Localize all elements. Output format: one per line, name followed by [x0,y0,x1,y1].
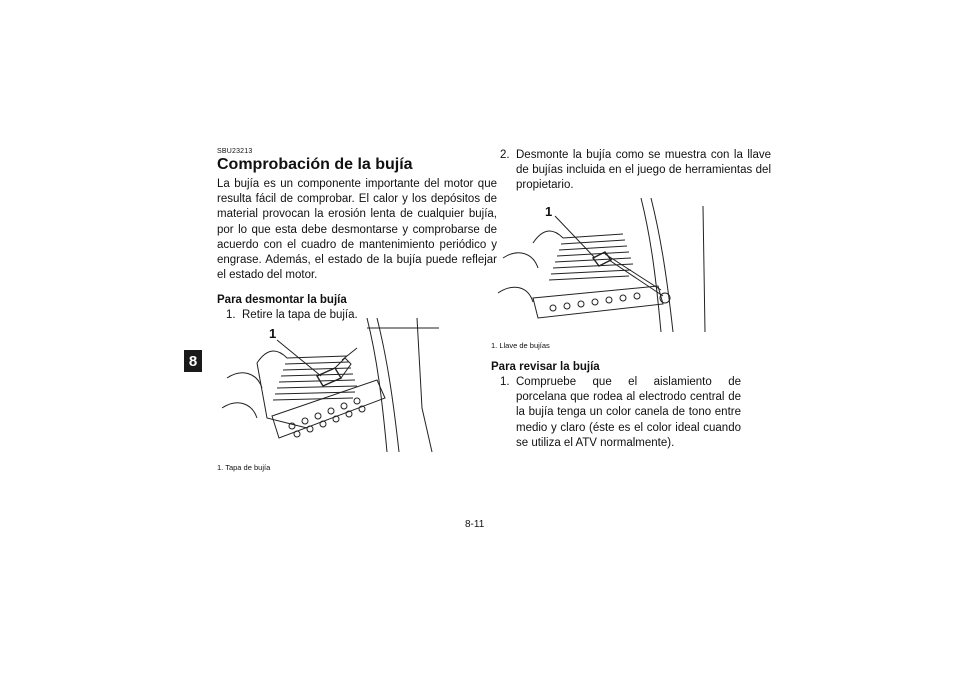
section-code: SBU23213 [217,148,253,155]
step-number: 1. [226,309,236,322]
check-steps [491,375,741,451]
step-number: 1. [500,376,510,388]
figure-caption-1: 1. Tapa de bujía [217,463,271,472]
engine-drawing-2 [493,198,715,332]
spark-plug-wrench-illustration [493,198,715,332]
right-column [491,148,771,194]
check-section [491,360,741,451]
check-heading: Para revisar la bujía [491,361,600,373]
check-step-1 [491,375,741,451]
section-title: Comprobación de la bujía [217,156,413,173]
left-column [217,148,497,324]
step-number: 2. [500,149,510,161]
spark-plug-cap-illustration [217,318,439,452]
figure-callout-1: 1 [269,326,277,341]
figure-callout-2: 1 [545,204,553,219]
figure-caption-2: 1. Llave de bujías [491,341,550,350]
step-text: Compruebe que el aislamiento de porcelana que rodea al electrodo central de la bujía tenga un color canela de tono entre medio y claro (éste es el color ideal cuando se utiliza el ATV normalmente). [516,376,741,449]
step-text: Retire la tapa de bujía. [242,309,358,322]
remove-steps-continued [491,148,771,194]
chapter-tab: 8 [184,350,202,372]
engine-drawing-1 [217,318,439,452]
remove-step-2 [491,148,771,194]
intro-paragraph: La bujía es un componente importante del motor que resulta fácil de comprobar. El calor y los depósitos de material provocan la erosión lenta de cualquier bujía, por lo que esta debe desmontarse y comprobarse de acuerdo con el cuadro de mantenimiento periódico y engrase. Además, el estado de la bujía puede reflejar el estado del motor. [217,178,497,282]
step-text: Desmonte la bujía como se muestra con la llave de bujías incluida en el juego de herramientas del propietario. [516,149,771,192]
page-number: 8-11 [465,519,485,530]
remove-heading: Para desmontar la bujía [217,294,347,307]
